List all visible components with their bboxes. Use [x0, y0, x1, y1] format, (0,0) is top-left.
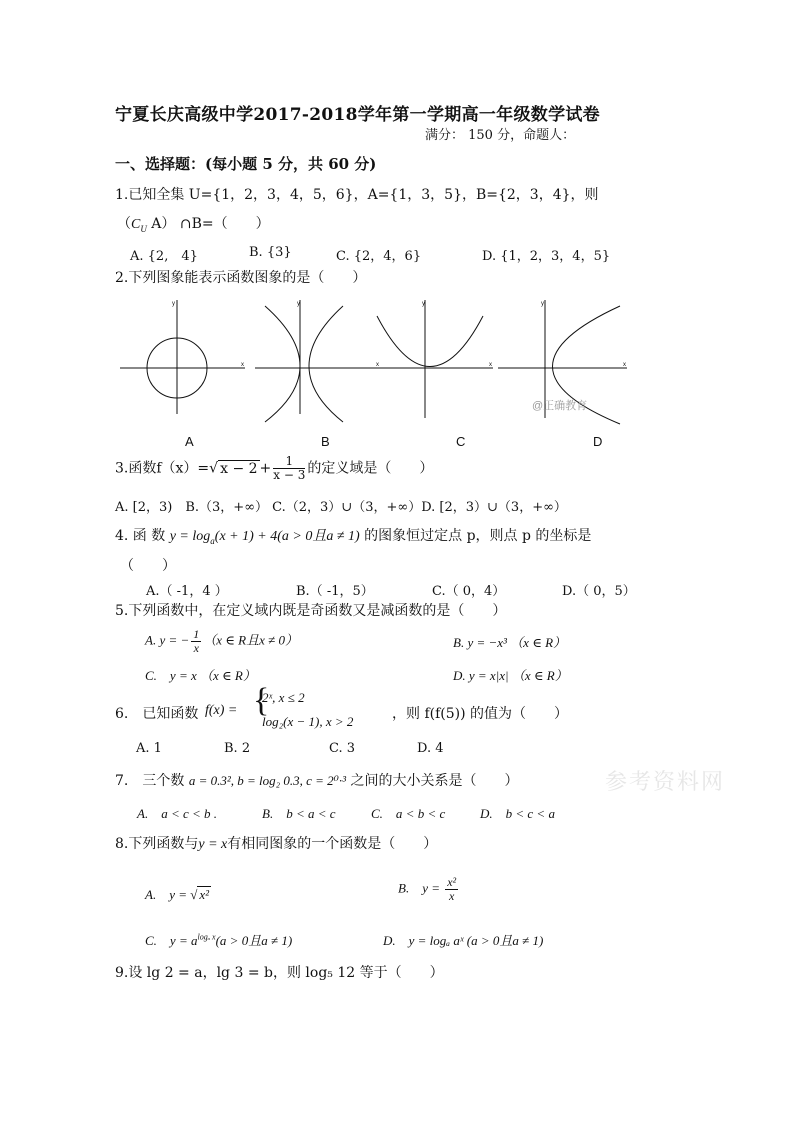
- svg-text:x: x: [623, 362, 626, 368]
- graph-a: [120, 300, 245, 414]
- question-4-option-c: C.（ 0，4）: [432, 584, 506, 599]
- question-9-stem: 9.设 lg 2 = a，lg 3 = b，则 log₅ 12 等于（ ）: [115, 965, 444, 981]
- question-8-option-c: C. $y = a^{log_a x}(a > 0$且a ≠ 1): [145, 932, 293, 948]
- question-5-option-a: A. y = − $\frac{1}{x}$ （x ∈ R且x ≠ 0）: [145, 627, 299, 655]
- question-6-option-c: C. 3: [329, 741, 356, 756]
- question-4-stem: 4. 函 数 $y = \log_a(x + 1) + 4(a > 0$且a ≠ 1) 的图象恒过定点 p，则点 p 的坐标是: [115, 528, 592, 546]
- watermark: @正确教育: [532, 400, 588, 412]
- question-5-stem: 5.下列函数中，在定义域内既是奇函数又是减函数的是（ ）: [115, 603, 507, 619]
- svg-text:y: y: [541, 301, 544, 307]
- question-7-option-d: D. b < c < a: [480, 806, 555, 821]
- question-8-option-a: A. y = √ x²: [145, 887, 210, 902]
- question-5-option-c: C. y = x （x ∈ R）: [145, 668, 256, 683]
- graph-b-label: B: [321, 434, 330, 449]
- question-6-function: f(x) =: [205, 703, 238, 718]
- question-1-stem-line2: （$C_U$ A） ∩B=（ ）: [117, 216, 270, 234]
- question-7-option-b: B. b < a < c: [262, 806, 336, 821]
- graph-b: [255, 300, 380, 422]
- question-8-stem: 8.下列函数与y = x有相同图象的一个函数是（ ）: [115, 836, 438, 852]
- question-6-option-b: B. 2: [224, 741, 251, 756]
- question-4-option-a: A.（ -1，4 ）: [146, 584, 228, 599]
- question-8-option-d: D. y = logₐ aˣ (a > 0且a ≠ 1): [383, 933, 544, 948]
- question-6-option-d: D. 4: [417, 741, 444, 756]
- svg-text:x: x: [376, 362, 379, 368]
- svg-text:y: y: [297, 301, 300, 307]
- graph-c: [365, 300, 493, 418]
- question-4-option-b: B.（ -1，5）: [296, 584, 374, 599]
- graph-c-label: C: [456, 434, 466, 449]
- question-4-paren: （ ）: [120, 558, 176, 574]
- question-3-options: A. [2，3) B.（3，+∞） C.（2，3）∪（3，+∞）D. [2，3）∪（3，+∞）: [115, 500, 567, 515]
- question-1-stem: 1.已知全集 U={1，2，3，4，5，6}，A={1，3，5}，B={2，3，4}，则: [115, 187, 599, 203]
- question-1-option-d: D. {1，2，3，4，5}: [482, 249, 611, 264]
- section-heading: 一、选择题：(每小题 5 分，共 60 分): [115, 155, 377, 173]
- svg-text:y: y: [172, 301, 175, 307]
- exam-meta: 满分： 150 分，命题人：: [425, 128, 576, 143]
- question-7-stem: 7. 三个数 a = 0.3², b = log₂ 0.3, c = 2⁰·³ 之间的大小关系是（ ）: [115, 773, 519, 789]
- question-1-option-a: A. {2, 4}: [130, 249, 198, 264]
- question-8-option-b: B. y = $\frac{\text{x²}}{x}$: [398, 875, 457, 903]
- question-7-option-a: A. a < c < b .: [137, 806, 218, 821]
- question-4-option-d: D.（ 0，5）: [562, 584, 636, 599]
- question-6-suffix: ，则 f(f(5)) 的值为（ ）: [392, 706, 569, 722]
- svg-text:x: x: [489, 362, 492, 368]
- question-3-stem: 3.函数f（x）=√ x − 2 + $\frac{1}{x - 3}$ 的定义域是（ ）: [115, 454, 434, 482]
- question-6-case-2: log₂(x − 1), x > 2: [262, 714, 354, 729]
- question-6-prefix: 6. 已知函数: [115, 706, 199, 722]
- question-5-option-d: D. y = x|x| （x ∈ R）: [453, 668, 568, 683]
- faint-watermark: 参考资料网: [605, 770, 726, 795]
- svg-text:x: x: [241, 362, 244, 368]
- question-1-option-b: B. {3}: [249, 245, 292, 260]
- question-5-option-b: B. y = −x³ （x ∈ R）: [453, 635, 567, 650]
- svg-text:y: y: [422, 301, 425, 307]
- question-7-option-c: C. a < b < c: [371, 806, 446, 821]
- graph-a-label: A: [185, 434, 194, 449]
- page-title: 宁夏长庆高级中学2017-2018学年第一学期高一年级数学试卷: [115, 105, 600, 125]
- graph-d-label: D: [593, 434, 603, 449]
- question-6-option-a: A. 1: [136, 741, 162, 756]
- question-1-option-c: C. {2，4，6}: [336, 249, 422, 264]
- question-6-brace: {: [253, 682, 270, 719]
- question-2-stem: 2.下列图象能表示函数图象的是（ ）: [115, 270, 367, 286]
- question-6-case-1: 2ˣ, x ≤ 2: [262, 690, 305, 705]
